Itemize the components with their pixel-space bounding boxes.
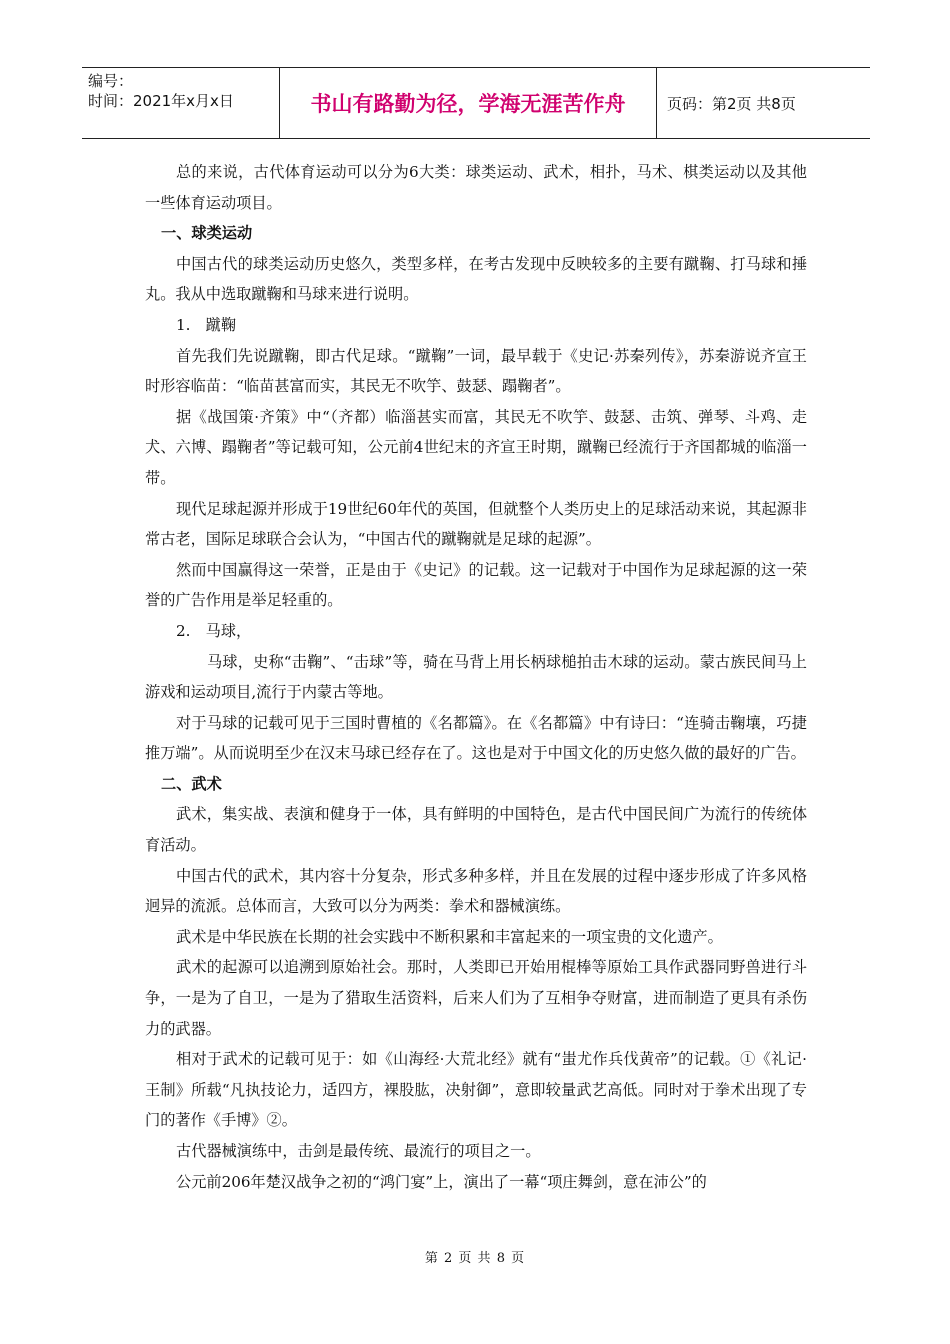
body-paragraph: 现代足球起源并形成于19世纪60年代的英国，但就整个人类历史上的足球活动来说，其起源非常古老，国际足球联合会认为，“中国古代的蹴鞠就是足球的起源”。 bbox=[145, 499, 807, 549]
header-page-info: 页码：第2页 共8页 bbox=[667, 94, 796, 113]
document-body bbox=[145, 157, 807, 1197]
body-paragraph: 首先我们先说蹴鞠，即古代足球。“蹴鞠”一词，最早载于《史记·苏秦列传》，苏秦游说齐宣王时形容临苗：“临苗甚富而实，其民无不吹竽、鼓瑟、蹋鞠者”。 bbox=[145, 346, 807, 396]
body-paragraph: 中国古代的球类运动历史悠久，类型多样，在考古发现中反映较多的主要有蹴鞠、打马球和捶丸。我从中选取蹴鞠和马球来进行说明。 bbox=[145, 254, 807, 304]
body-paragraph: 公元前206年楚汉战争之初的“鸿门宴”上，演出了一幕“项庄舞剑，意在沛公”的 bbox=[176, 1172, 707, 1191]
section-heading: 一、球类运动 bbox=[161, 224, 253, 243]
body-paragraph: 相对于武术的记载可见于：如《山海经·大荒北经》就有“蚩尤作兵伐黄帝”的记载。①《礼记·王制》所载“凡执技论力，适四方，裸股肱，决射御”，意即较量武艺高低。同时对于拳术出现了专门的著作《手博》②。 bbox=[145, 1050, 807, 1130]
body-paragraph: 武术的起源可以追溯到原始社会。那时，人类即已开始用棍棒等原始工具作武器同野兽进行斗争，一是为了自卫，一是为了猎取生活资料，后来人们为了互相争夺财富，进而制造了更具有杀伤力的武器。 bbox=[145, 958, 807, 1038]
body-paragraph: 马球，史称“击鞠”、“击球”等，骑在马背上用长柄球槌拍击木球的运动。蒙古族民间马上游戏和运动项目,流行于内蒙古等地。 bbox=[145, 652, 807, 702]
header-motto: 书山有路勤为径，学海无涯苦作舟 bbox=[280, 68, 657, 138]
body-paragraph: 对于马球的记载可见于三国时曹植的《名都篇》。在《名都篇》中有诗曰：“连骑击鞠壤，巧捷推万端”。从而说明至少在汉末马球已经存在了。这也是对于中国文化的历史悠久做的最好的广告。 bbox=[145, 713, 807, 763]
body-paragraph: 2. 马球， bbox=[176, 621, 252, 640]
body-paragraph: 然而中国赢得这一荣誉，正是由于《史记》的记载。这一记载对于中国作为足球起源的这一荣誉的广告作用是举足轻重的。 bbox=[145, 560, 807, 610]
body-paragraph: 古代器械演练中，击剑是最传统、最流行的项目之一。 bbox=[176, 1142, 541, 1160]
body-paragraph: 总的来说，古代体育运动可以分为6大类：球类运动、武术，相扑，马术、棋类运动以及其他一些体育运动项目。 bbox=[145, 163, 807, 212]
body-paragraph: 武术，集实战、表演和健身于一体，具有鲜明的中国特色，是古代中国民间广为流行的传统体育活动。 bbox=[145, 805, 807, 855]
body-paragraph: 中国古代的武术，其内容十分复杂，形式多种多样，并且在发展的过程中逐步形成了许多风格迥异的流派。总体而言，大致可以分为两类：拳术和器械演练。 bbox=[145, 866, 807, 916]
time-label: 时间：2021年x月x日 bbox=[88, 92, 234, 110]
section-heading: 二、武术 bbox=[161, 774, 222, 793]
document-header bbox=[82, 67, 870, 139]
page-footer: 第 2 页 共 8 页 bbox=[424, 1251, 526, 1266]
body-paragraph: 1. 蹴鞠 bbox=[176, 315, 237, 334]
body-paragraph: 据《战国策·齐策》中“（齐都）临淄甚实而富，其民无不吹竽、鼓瑟、击筑、弹琴、斗鸡、走犬、六博、蹋鞠者”等记载可知，公元前4世纪末的齐宣王时期，蹴鞠已经流行于齐国都城的临淄一带。 bbox=[145, 407, 807, 487]
number-label: 编号： bbox=[88, 72, 134, 90]
body-paragraph: 武术是中华民族在长期的社会实践中不断积累和丰富起来的一项宝贵的文化遗产。 bbox=[176, 927, 723, 946]
header-meta bbox=[82, 68, 280, 138]
